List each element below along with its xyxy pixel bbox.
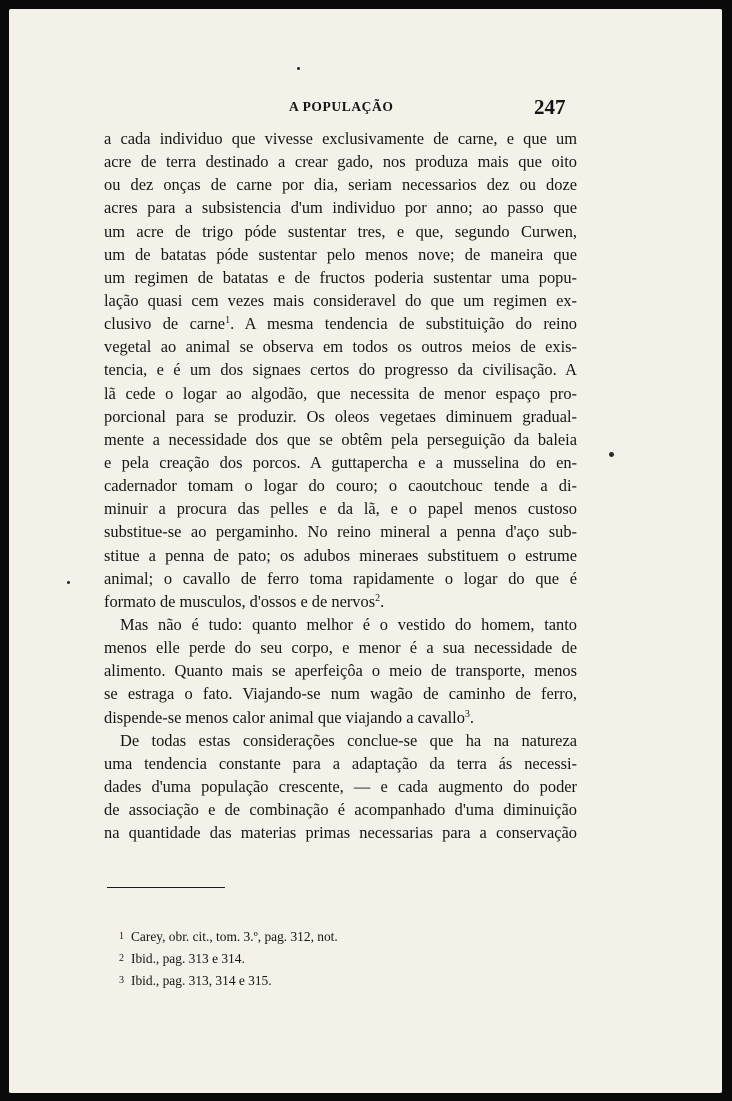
text-line: alimento. Quanto mais se aperfeiçôa o meio de transporte, menos [104, 661, 577, 681]
text-line [104, 590, 577, 613]
text-line: dades d'uma população crescente, — e cada augmento do poder [104, 776, 577, 796]
running-head-title: A POPULAÇÃO [289, 99, 394, 114]
text-line: animal; o cavallo de ferro toma rapidamente o logar do que é [104, 568, 577, 588]
book-page [9, 9, 722, 1093]
text-line: na quantidade das materias primas necessarias para a conservação [104, 823, 577, 843]
text-line: lação quasi cem vezes mais consideravel do que um regimen ex- [104, 290, 577, 310]
footnote-1 [119, 926, 338, 948]
footnote-reference: 2 [375, 592, 381, 604]
footnote-text: Ibid., pag. 313, 314 e 315. [131, 973, 272, 988]
text-line: substitue-se ao pergaminho. No reino mineral a penna d'aço sub- [104, 522, 577, 542]
text-line: De todas estas considerações conclue-se que ha na natureza [120, 730, 577, 750]
text-line: stitue a penna de pato; os adubos mineraes substituem o estrume [104, 545, 577, 565]
text-line: ou dez onças de carne por dia, seriam necessarios dez ou doze [104, 175, 577, 195]
footnote-rule [107, 887, 225, 888]
footnote-reference: 3 [464, 708, 470, 720]
footnote-reference: 1 [225, 315, 231, 327]
footnote-mark: 1 [119, 931, 124, 942]
footnote-3 [119, 970, 338, 992]
text-segment: clusivo de carne [104, 314, 226, 334]
text-line: Mas não é tudo: quanto melhor é o vestido do homem, tanto [120, 614, 577, 634]
footnote-text: Ibid., pag. 313 e 314. [131, 951, 245, 966]
text-line: de associação e de combinação é acompanhado d'uma diminuição [104, 800, 577, 820]
footnote-mark: 2 [119, 953, 124, 964]
text-line: uma tendencia constante para a adaptação da terra ás necessi- [104, 753, 577, 773]
text-line: e pela creação dos porcos. A guttapercha e a musselina do en- [104, 452, 577, 472]
text-segment: . [380, 591, 385, 611]
text-line: mente a necessidade dos que se obtêm pela perseguição da baleia [104, 429, 577, 449]
text-line: acres para a subsistencia d'um individuo por anno; ao passo que [104, 198, 577, 218]
text-segment: A mesma tendencia de substituição do reino [244, 314, 577, 334]
print-speck [609, 452, 614, 457]
text-line: um regimen de batatas e de fructos poderia sustentar uma popu- [104, 267, 577, 287]
page-number: 247 [534, 95, 566, 119]
print-speck [297, 67, 300, 70]
footnote-2 [119, 948, 338, 970]
text-line: menos elle perde do seu corpo, e menor é a sua necessidade de [104, 638, 577, 658]
footnotes [119, 926, 338, 992]
text-line: um acre de trigo póde sustentar tres, e que, segundo Curwen, [104, 221, 577, 241]
running-head [9, 95, 722, 119]
text-segment: dispende-se menos calor animal que viajando a cavallo [104, 707, 465, 727]
text-line: se estraga o fato. Viajando-se num wagão de caminho de ferro, [104, 684, 577, 704]
text-line: clusivo de carne$^1$. A mesma tendencia de substituição do reino [104, 314, 577, 334]
text-segment: . [469, 707, 475, 727]
text-line [104, 706, 577, 729]
text-line: tencia, e é um dos signaes certos do progresso da civilisação. A [104, 360, 577, 380]
text-line: porcional para se produzir. Os oleos vegetaes diminuem gradual- [104, 406, 577, 426]
print-speck [67, 581, 70, 584]
text-line: acre de terra destinado a crear gado, nos produza mais que oito [104, 152, 577, 172]
footnote-mark: 3 [119, 975, 124, 986]
text-line: um de batatas póde sustentar pelo menos nove; de maneira que [104, 244, 577, 264]
text-line: a cada individuo que vivesse exclusivamente de carne, e que um [104, 129, 577, 148]
text-line: cadernador tomam o logar do couro; o caoutchouc tende a di- [104, 476, 577, 496]
body-text [104, 127, 577, 844]
text-line: vegetal ao animal se observa em todos os outros meios de exis- [104, 337, 577, 357]
footnote-text: Carey, obr. cit., tom. 3.º, pag. 312, not. [131, 929, 338, 944]
text-segment: formato de musculos, d'ossos e de nervos [104, 591, 376, 611]
text-line: minuir a procura das pelles e da lã, e o papel menos custoso [104, 499, 577, 519]
text-line: lã cede o logar ao algodão, que necessita de menor espaço pro- [104, 383, 577, 403]
